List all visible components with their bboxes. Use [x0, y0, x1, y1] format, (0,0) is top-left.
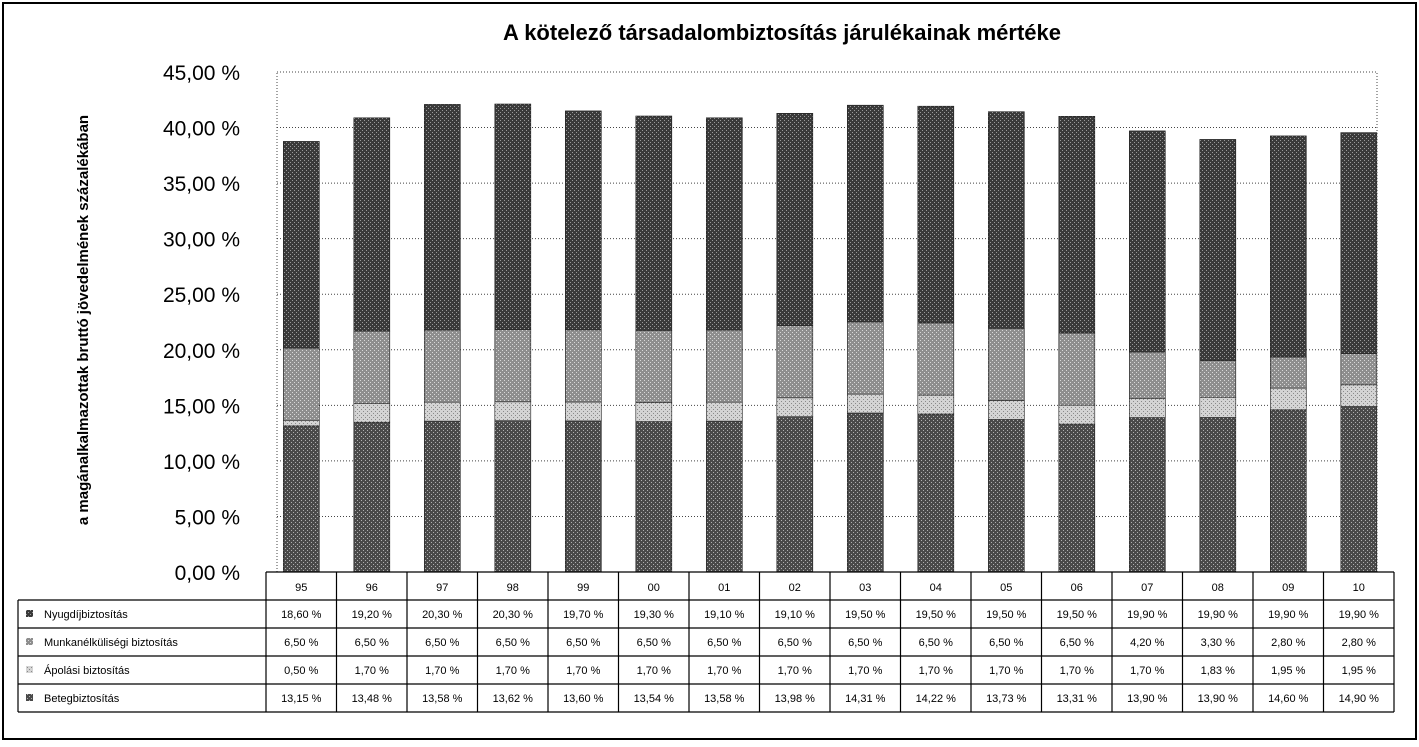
legend-label-apolasi-biztositas: Ápolási biztosítás: [44, 665, 130, 677]
bar-apolasi-biztositas-02: [777, 398, 813, 417]
bar-apolasi-biztositas-09: [1270, 388, 1306, 410]
bar-munkanelkulisegi-biztositas-96: [354, 331, 390, 403]
bar-apolasi-biztositas-95: [283, 420, 319, 426]
data-label-betegbiztositas: 13,54 %: [633, 693, 674, 705]
data-label-munkanelkulisegi-biztositas: 6,50 %: [425, 637, 460, 649]
data-label-nyugdijbiztositas: 19,10 %: [774, 609, 815, 621]
bar-apolasi-biztositas-08: [1200, 397, 1236, 417]
bar-apolasi-biztositas-07: [1129, 399, 1165, 418]
y-tick-label: 15,00 %: [162, 395, 240, 419]
data-label-betegbiztositas: 13,62 %: [492, 693, 533, 705]
data-label-apolasi-biztositas: 1,70 %: [848, 665, 883, 677]
y-tick-label: 5,00 %: [174, 506, 240, 530]
data-label-betegbiztositas: 13,58 %: [422, 693, 463, 705]
data-label-betegbiztositas: 13,98 %: [774, 693, 815, 705]
x-tick-label: 07: [1141, 582, 1154, 594]
legend-swatch-nyugdijbiztositas: [26, 610, 33, 617]
bar-apolasi-biztositas-01: [706, 402, 742, 421]
bar-apolasi-biztositas-03: [847, 394, 883, 413]
data-label-apolasi-biztositas: 1,70 %: [707, 665, 742, 677]
data-label-munkanelkulisegi-biztositas: 4,20 %: [1130, 637, 1165, 649]
data-label-betegbiztositas: 13,48 %: [351, 693, 392, 705]
data-label-nyugdijbiztositas: 20,30 %: [422, 609, 463, 621]
y-tick-label: 45,00 %: [162, 62, 240, 85]
data-label-munkanelkulisegi-biztositas: 6,50 %: [777, 637, 812, 649]
x-tick-label: 10: [1352, 582, 1365, 594]
data-label-nyugdijbiztositas: 19,90 %: [1338, 609, 1379, 621]
y-tick-labels: [163, 62, 240, 585]
data-label-nyugdijbiztositas: 19,90 %: [1197, 609, 1238, 621]
legend-swatch-munkanelkulisegi-biztositas: [26, 638, 33, 645]
x-tick-label: 08: [1211, 582, 1224, 594]
data-label-munkanelkulisegi-biztositas: 6,50 %: [989, 637, 1024, 649]
bar-betegbiztositas-98: [495, 421, 531, 572]
data-label-apolasi-biztositas: 0,50 %: [284, 665, 319, 677]
bar-betegbiztositas-09: [1270, 410, 1306, 572]
data-label-munkanelkulisegi-biztositas: 2,80 %: [1271, 637, 1306, 649]
bar-betegbiztositas-06: [1059, 424, 1095, 572]
chart-title: A kötelező társadalombiztosítás járulékainak mértéke: [503, 20, 1061, 45]
data-label-munkanelkulisegi-biztositas: 6,50 %: [566, 637, 601, 649]
bar-munkanelkulisegi-biztositas-07: [1129, 352, 1165, 399]
data-label-munkanelkulisegi-biztositas: 6,50 %: [495, 637, 530, 649]
y-tick-label: 40,00 %: [162, 117, 240, 141]
bar-betegbiztositas-04: [918, 414, 954, 572]
data-label-nyugdijbiztositas: 19,70 %: [563, 609, 604, 621]
bar-munkanelkulisegi-biztositas-95: [283, 348, 319, 420]
data-label-munkanelkulisegi-biztositas: 6,50 %: [284, 637, 319, 649]
bar-betegbiztositas-05: [988, 419, 1024, 572]
bar-nyugdijbiztositas-08: [1200, 139, 1236, 360]
bar-apolasi-biztositas-10: [1341, 385, 1377, 407]
x-tick-label: 97: [436, 582, 449, 594]
data-label-munkanelkulisegi-biztositas: 6,50 %: [707, 637, 742, 649]
data-label-betegbiztositas: 13,73 %: [986, 693, 1027, 705]
data-label-nyugdijbiztositas: 19,50 %: [986, 609, 1027, 621]
bar-nyugdijbiztositas-03: [847, 105, 883, 322]
bar-munkanelkulisegi-biztositas-08: [1200, 361, 1236, 398]
data-label-betegbiztositas: 14,31 %: [845, 693, 886, 705]
bar-betegbiztositas-07: [1129, 418, 1165, 572]
x-tick-label: 99: [577, 582, 590, 594]
data-label-munkanelkulisegi-biztositas: 2,80 %: [1341, 637, 1376, 649]
data-label-nyugdijbiztositas: 20,30 %: [492, 609, 533, 621]
x-tick-label: 01: [718, 582, 731, 594]
bar-nyugdijbiztositas-00: [636, 116, 672, 330]
x-tick-label: 96: [365, 582, 378, 594]
bar-betegbiztositas-02: [777, 417, 813, 572]
data-label-apolasi-biztositas: 1,70 %: [918, 665, 953, 677]
y-tick-label: 35,00 %: [162, 173, 240, 197]
data-label-nyugdijbiztositas: 19,30 %: [633, 609, 674, 621]
x-tick-label: 03: [859, 582, 872, 594]
bar-betegbiztositas-01: [706, 421, 742, 572]
data-label-betegbiztositas: 13,60 %: [563, 693, 604, 705]
bar-betegbiztositas-96: [354, 422, 390, 572]
y-tick-label: 30,00 %: [162, 228, 240, 252]
bar-betegbiztositas-10: [1341, 406, 1377, 572]
x-tick-label: 95: [295, 582, 308, 594]
data-label-apolasi-biztositas: 1,95 %: [1341, 665, 1376, 677]
data-label-nyugdijbiztositas: 19,90 %: [1127, 609, 1168, 621]
data-label-apolasi-biztositas: 1,83 %: [1200, 665, 1235, 677]
legend-swatch-apolasi-biztositas: [26, 666, 33, 673]
data-label-munkanelkulisegi-biztositas: 6,50 %: [918, 637, 953, 649]
bar-nyugdijbiztositas-98: [495, 104, 531, 330]
bar-apolasi-biztositas-98: [495, 402, 531, 421]
bar-betegbiztositas-03: [847, 413, 883, 572]
data-label-betegbiztositas: 13,58 %: [704, 693, 745, 705]
x-tick-label: 98: [506, 582, 519, 594]
y-axis-label: a magánalkalmazottak bruttó jövedelmének százalékában: [75, 114, 92, 526]
bar-munkanelkulisegi-biztositas-04: [918, 323, 954, 395]
y-tick-label: 0,00 %: [174, 562, 240, 585]
legend-label-betegbiztositas: Betegbiztosítás: [44, 693, 120, 705]
bar-nyugdijbiztositas-04: [918, 106, 954, 323]
bar-munkanelkulisegi-biztositas-99: [565, 330, 601, 402]
bar-nyugdijbiztositas-10: [1341, 133, 1377, 354]
bar-apolasi-biztositas-97: [424, 402, 460, 421]
bar-munkanelkulisegi-biztositas-02: [777, 326, 813, 398]
bar-munkanelkulisegi-biztositas-06: [1059, 333, 1095, 405]
bar-nyugdijbiztositas-96: [354, 118, 390, 331]
bar-nyugdijbiztositas-05: [988, 112, 1024, 329]
data-label-nyugdijbiztositas: 18,60 %: [281, 609, 322, 621]
bar-betegbiztositas-97: [424, 421, 460, 572]
bar-munkanelkulisegi-biztositas-01: [706, 330, 742, 402]
data-label-apolasi-biztositas: 1,70 %: [1130, 665, 1165, 677]
data-label-betegbiztositas: 13,15 %: [281, 693, 322, 705]
bar-nyugdijbiztositas-95: [283, 141, 319, 348]
data-label-betegbiztositas: 14,90 %: [1338, 693, 1379, 705]
bar-apolasi-biztositas-04: [918, 395, 954, 414]
data-label-apolasi-biztositas: 1,70 %: [777, 665, 812, 677]
bar-munkanelkulisegi-biztositas-09: [1270, 357, 1306, 388]
x-tick-label: 05: [1000, 582, 1013, 594]
bar-apolasi-biztositas-06: [1059, 405, 1095, 424]
data-label-nyugdijbiztositas: 19,20 %: [351, 609, 392, 621]
data-table: [18, 572, 1394, 712]
bar-apolasi-biztositas-96: [354, 403, 390, 422]
x-tick-label: 04: [929, 582, 942, 594]
bar-munkanelkulisegi-biztositas-10: [1341, 354, 1377, 385]
data-label-munkanelkulisegi-biztositas: 6,50 %: [848, 637, 883, 649]
x-tick-label: 00: [647, 582, 660, 594]
data-label-munkanelkulisegi-biztositas: 6,50 %: [636, 637, 671, 649]
bar-betegbiztositas-08: [1200, 418, 1236, 572]
data-label-betegbiztositas: 13,31 %: [1056, 693, 1097, 705]
data-label-apolasi-biztositas: 1,70 %: [354, 665, 389, 677]
data-label-apolasi-biztositas: 1,70 %: [425, 665, 460, 677]
bar-munkanelkulisegi-biztositas-00: [636, 330, 672, 402]
data-label-apolasi-biztositas: 1,70 %: [636, 665, 671, 677]
bar-nyugdijbiztositas-06: [1059, 116, 1095, 333]
legend-label-nyugdijbiztositas: Nyugdíjbiztosítás: [44, 609, 128, 621]
data-label-apolasi-biztositas: 1,70 %: [989, 665, 1024, 677]
bar-apolasi-biztositas-05: [988, 401, 1024, 420]
bar-munkanelkulisegi-biztositas-98: [495, 330, 531, 402]
data-label-betegbiztositas: 13,90 %: [1127, 693, 1168, 705]
bar-nyugdijbiztositas-07: [1129, 131, 1165, 352]
data-label-betegbiztositas: 14,60 %: [1268, 693, 1309, 705]
x-tick-label: 06: [1070, 582, 1083, 594]
data-label-nyugdijbiztositas: 19,50 %: [915, 609, 956, 621]
data-label-nyugdijbiztositas: 19,50 %: [845, 609, 886, 621]
bar-munkanelkulisegi-biztositas-05: [988, 328, 1024, 400]
bar-munkanelkulisegi-biztositas-03: [847, 322, 883, 394]
data-label-munkanelkulisegi-biztositas: 3,30 %: [1200, 637, 1235, 649]
x-tick-label: 09: [1282, 582, 1295, 594]
legend-label-munkanelkulisegi-biztositas: Munkanélküliségi biztosítás: [44, 637, 178, 649]
bar-nyugdijbiztositas-97: [424, 104, 460, 330]
bars: [283, 104, 1377, 572]
y-tick-label: 25,00 %: [162, 284, 240, 308]
bar-betegbiztositas-00: [636, 422, 672, 572]
data-label-munkanelkulisegi-biztositas: 6,50 %: [354, 637, 389, 649]
y-tick-label: 20,00 %: [162, 339, 240, 363]
legend-swatch-betegbiztositas: [26, 694, 33, 701]
x-tick-label: 02: [788, 582, 801, 594]
data-label-betegbiztositas: 14,22 %: [915, 693, 956, 705]
bar-apolasi-biztositas-00: [636, 403, 672, 422]
data-label-munkanelkulisegi-biztositas: 6,50 %: [1059, 637, 1094, 649]
data-label-apolasi-biztositas: 1,70 %: [495, 665, 530, 677]
data-label-apolasi-biztositas: 1,70 %: [1059, 665, 1094, 677]
data-label-apolasi-biztositas: 1,70 %: [566, 665, 601, 677]
bar-nyugdijbiztositas-01: [706, 118, 742, 330]
bar-apolasi-biztositas-99: [565, 402, 601, 421]
y-tick-label: 10,00 %: [162, 450, 240, 474]
bar-nyugdijbiztositas-02: [777, 113, 813, 325]
data-label-nyugdijbiztositas: 19,50 %: [1056, 609, 1097, 621]
bar-nyugdijbiztositas-09: [1270, 136, 1306, 357]
data-label-nyugdijbiztositas: 19,90 %: [1268, 609, 1309, 621]
bar-betegbiztositas-99: [565, 421, 601, 572]
data-label-nyugdijbiztositas: 19,10 %: [704, 609, 745, 621]
data-label-betegbiztositas: 13,90 %: [1197, 693, 1238, 705]
bar-munkanelkulisegi-biztositas-97: [424, 330, 460, 402]
bar-nyugdijbiztositas-99: [565, 111, 601, 330]
data-label-apolasi-biztositas: 1,95 %: [1271, 665, 1306, 677]
bar-betegbiztositas-95: [283, 426, 319, 572]
